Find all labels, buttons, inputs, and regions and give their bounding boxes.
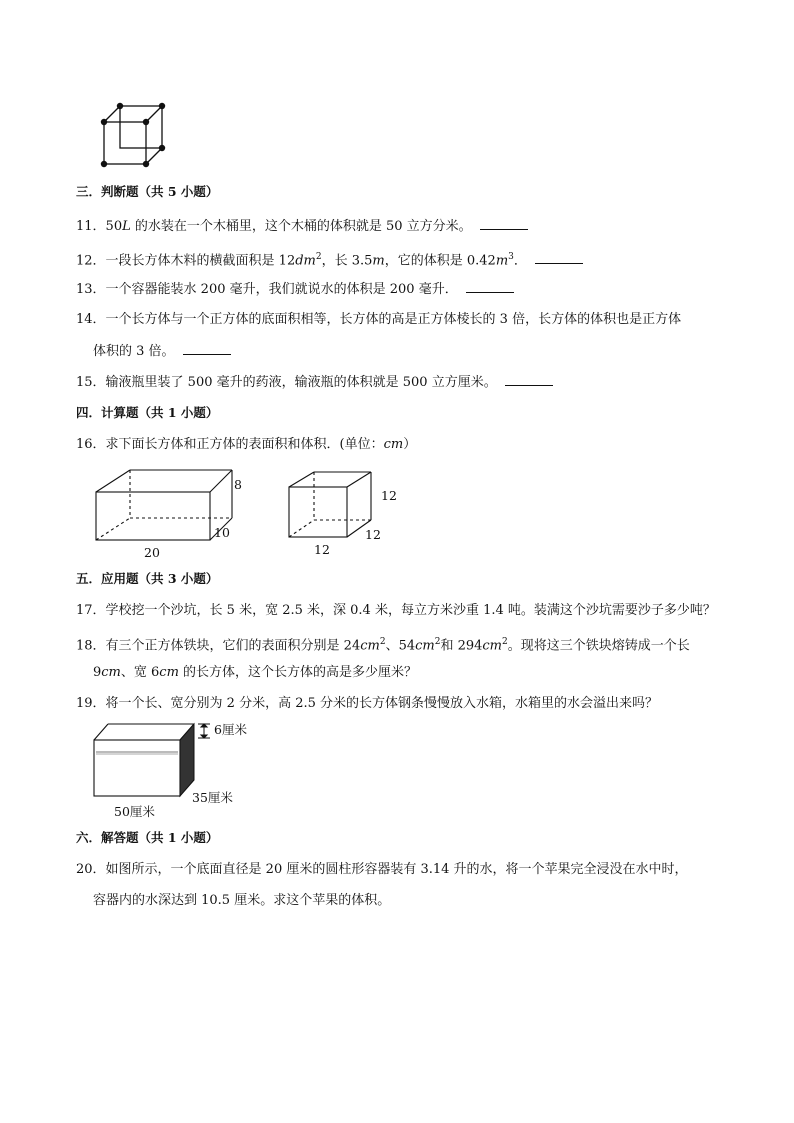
tank-length-label: 50厘米 <box>114 804 155 819</box>
question-17: 17．学校挖一个沙坑，长 5 米，宽 2.5 米，深 0.4 米，每立方米沙重 1.4 吨。装满这个沙坑需要沙子多少吨？ <box>76 603 716 618</box>
cube-length-label: 12 <box>314 542 330 557</box>
vertex-dot <box>159 145 165 151</box>
section-heading-judgement: 三．判断题（共 5 小题） <box>76 184 219 199</box>
question-14-line1: 14．一个长方体与一个正方体的底面积相等，长方体的高是正方体棱长的 3 倍，长方体的体积也是正方体 <box>76 312 682 327</box>
question-13: 13．一个容器能装水 200 毫升，我们就说水的体积是 200 毫升． <box>76 280 514 299</box>
question-15: 15．输液瓶里装了 500 毫升的药液，输液瓶的体积就是 500 立方厘米。 <box>76 373 553 392</box>
vertex-dot <box>159 103 165 109</box>
question-19: 19．将一个长、宽分别为 2 分米，高 2.5 分米的长方体钢条慢慢放入水箱，水箱里的水会溢出来吗？ <box>76 696 659 711</box>
question-18-line2: 9cm、宽 6cm 的长方体，这个长方体的高是多少厘米？ <box>93 665 418 680</box>
answer-blank[interactable] <box>480 217 528 230</box>
answer-blank[interactable] <box>466 280 514 293</box>
question-20-line2: 容器内的水深达到 10.5 厘米。求这个苹果的体积。 <box>93 893 391 908</box>
cube-height-label: 12 <box>381 488 397 503</box>
section-heading-calculation: 四．计算题（共 1 小题） <box>76 405 219 420</box>
answer-blank[interactable] <box>183 342 231 355</box>
answer-blank[interactable] <box>505 373 553 386</box>
question-11: 11．50L 的水装在一个木桶里，这个木桶的体积就是 50 立方分米。 <box>76 217 528 236</box>
cuboid-figure <box>94 468 254 563</box>
cuboid-height-label: 8 <box>234 477 242 492</box>
cube-width-label: 12 <box>365 527 381 542</box>
water-gap-label: 6厘米 <box>214 722 247 737</box>
vertex-dot <box>143 161 149 167</box>
question-12: 12．一段长方体木料的横截面积是 $12dm^2$，长 3.5m，它的体积是 $0.42m^3$． <box>76 248 583 270</box>
vertex-dot <box>143 119 149 125</box>
answer-blank[interactable] <box>535 251 583 264</box>
section-heading-answer: 六．解答题（共 1 小题） <box>76 830 219 845</box>
cuboid-width-label: 10 <box>214 525 230 540</box>
cube-vertices-figure <box>96 98 168 170</box>
cuboid-length-label: 20 <box>144 545 160 560</box>
vertex-dot <box>101 119 107 125</box>
question-16: 16．求下面长方体和正方体的表面积和体积．(单位：cm） <box>76 437 417 452</box>
question-18-line1: 18．有三个正方体铁块，它们的表面积分别是 $24cm^2$、$54cm^2$和 $294cm^2$。现将这三个铁块熔铸成一个长 <box>76 637 690 654</box>
water-tank-figure <box>92 718 262 824</box>
question-14-line2: 体积的 3 倍。 <box>93 342 231 361</box>
section-heading-application: 五．应用题（共 3 小题） <box>76 571 219 586</box>
vertex-dot <box>117 103 123 109</box>
vertex-dot <box>101 161 107 167</box>
tank-width-label: 35厘米 <box>192 790 233 805</box>
cube-figure <box>287 470 397 560</box>
question-20-line1: 20．如图所示，一个底面直径是 20 厘米的圆柱形容器装有 3.14 升的水，将一个苹果完全浸没在水中时， <box>76 862 688 877</box>
